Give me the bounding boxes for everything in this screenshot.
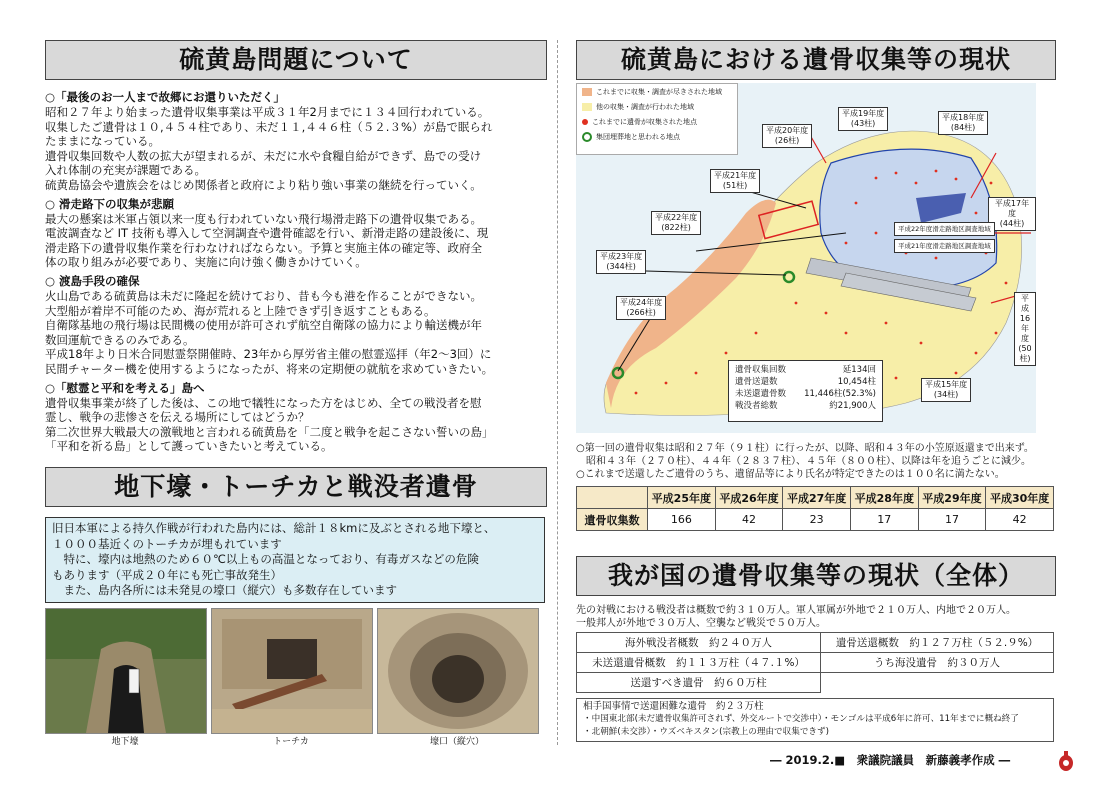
stat-row (735, 364, 876, 376)
box-line: 特に、壕内は地熱のため６０℃以上もの高温となっており、有毒ガスなどの危険 (52, 552, 479, 566)
box-line: 旧日本軍による持久作戦が行われた島内には、総計１８kmに及ぶとされる地下壕と、 (52, 521, 496, 535)
stat-value: 11,446柱(52.3%) (804, 389, 876, 399)
legend-label: これまでに収集・調査が尽きされた地域 (596, 87, 722, 96)
year-header: 平成28年度 (850, 487, 918, 509)
stat-label: 戦没者総数 (735, 401, 778, 411)
legend-item (577, 129, 737, 144)
difficult-repatriation-box (576, 698, 1054, 742)
note-line: 昭和４３年（２７０柱）、４４年（２８３７柱）、４５年（８００柱）、以降は年を追うごとに減少。 (576, 456, 1031, 468)
table-row (577, 653, 1054, 673)
section-2 (45, 196, 545, 270)
runway-label-h22: 平成22年度滑走路地区調査地域 (894, 222, 995, 236)
map-label-h17 (988, 197, 1036, 231)
section-title-national-status: 我が国の遺骨収集等の現状（全体） (576, 556, 1056, 596)
label-count: (84柱) (950, 123, 976, 132)
label-count: (344柱) (606, 262, 636, 271)
legend-item (577, 99, 737, 114)
line: 遺骨収集事業が終了した後は、この地で犠牲になった方をはじめ、全ての戦没者を慰 (45, 395, 482, 410)
tunnel-image (46, 609, 206, 733)
stat-label: 遺骨送還数 (735, 377, 778, 387)
label-count: (26柱) (774, 136, 800, 145)
line: 遺骨収集回数や人数の拡大が望まれるが、未だに水や食糧自給ができず、島での受け (45, 148, 482, 163)
pillbox-photo (211, 608, 373, 734)
shaft-photo (377, 608, 539, 734)
red-dot-icon (582, 119, 588, 125)
legend-label: 集団埋葬地と思われる地点 (596, 132, 680, 141)
map-label-h18 (938, 111, 988, 135)
line: 収集したご遺骨は１０,４５４柱であり、未だ１１,４４６柱（５２.３%）が島で眠られ (45, 119, 493, 134)
box-line: もあります（平成２０年にも死亡事故発生） (52, 567, 282, 582)
shaft-image (378, 609, 538, 733)
at-sea-cell: うち海没遺骨 約３０万人 (821, 653, 1054, 673)
label-year: 平成20年度 (766, 126, 809, 135)
stat-row (735, 388, 876, 400)
section-4 (45, 380, 545, 454)
label-year: 平成15年度 (925, 380, 968, 389)
table-row (577, 673, 1054, 693)
label-count: (266柱) (626, 308, 656, 317)
legend-item (577, 114, 737, 129)
caption-shaft: 壕口（縦穴） (429, 737, 484, 747)
year-header: 平成25年度 (648, 487, 716, 509)
row-header: 遺骨収集数 (577, 509, 648, 531)
stat-label: 遺骨収集回数 (735, 365, 787, 375)
intro-line: 先の対戦における戦没者は概数で約３１０万人。軍人軍属が外地で２１０万人、内地で２０万人。 (576, 605, 1016, 616)
map-label-h15 (921, 378, 971, 402)
map-label-h19 (838, 107, 888, 131)
label-count: (34柱) (933, 390, 959, 399)
empty-cell (821, 673, 1054, 693)
national-intro (576, 604, 1046, 630)
seal-icon (1058, 750, 1074, 772)
table-corner (577, 487, 648, 509)
note-line: ○これまで送還したご遺骨のうち、遺留品等により氏名が特定できたのは１００名に満たない。 (576, 469, 1005, 481)
line: 電波調査など IT 技術も導入して空洞調査や遺骨確認を行い、新滑走路の建設後に、現 (45, 226, 489, 241)
label-count: (51柱) (722, 181, 748, 190)
left-body (45, 86, 545, 454)
map-label-h16 (1014, 292, 1036, 366)
difficult-line: ・中国東北部(未だ遺骨収集許可されず、外交ルートで交渉中）・モンゴルは平成6年に許可、11年までに概ね終了 (583, 714, 1019, 724)
line: 平成18年より日米合同慰霊祭開催時、23年から厚労省主催の慰霊巡拝（年2〜3回）に (45, 347, 492, 362)
box-line: １０００基近くのトーチカが埋もれています (52, 536, 282, 551)
section-title-collection-status: 硫黄島における遺骨収集等の現状 (576, 40, 1056, 80)
caption-tunnel: 地下壕 (111, 737, 139, 747)
intro-line: 一般邦人が外地で３０万人、空襲など戦災で５０万人。 (576, 618, 826, 629)
repatriated-cell: 遺骨送還概数 約１２７万柱（５２.９%） (821, 633, 1054, 653)
map-label-h21 (710, 169, 760, 193)
difficult-line: ・北朝鮮(未交渉）・ウズベキスタン(宗教上の理由で収集できず) (583, 727, 829, 737)
line: 大型船が着岸不可能のため、海が荒れると上陸できず引き返すこともある。 (45, 303, 436, 318)
label-count: (50柱) (1018, 344, 1032, 363)
tunnel-info-box (45, 517, 545, 603)
legend-label: これまでに遺骨が収集された地点 (592, 117, 697, 126)
line: 硫黄島協会や遺族会をはじめ関係者と政府により粘り強い事業の継続を行っていく。 (45, 177, 482, 192)
column-divider (557, 40, 558, 745)
line: 体の取り組みが必要であり、実施に向け強く働きかけていく。 (45, 255, 367, 270)
label-year: 平成19年度 (842, 109, 885, 118)
line: 第二次世界大戦最大の激戦地と言われる硫黄島を「二度と戦争を起こさない誓いの島」 (45, 424, 494, 439)
line: 昭和２７年より始まった遺骨収集事業は平成３１年2月までに１３４回行われている。 (45, 105, 490, 119)
section-heading: ○「慰霊と平和を考える」島へ (45, 380, 205, 395)
line: たままになっている。 (45, 134, 160, 149)
stat-row (735, 376, 876, 388)
line: 自衛隊基地の飛行場は民間機の使用が許可されず航空自衛隊の協力により輸送機が年 (45, 318, 482, 333)
label-count: (822柱) (661, 223, 691, 232)
section-heading: ○ 渡島手段の確保 (45, 273, 140, 288)
year-header: 平成26年度 (715, 487, 783, 509)
section-3 (45, 273, 545, 377)
section-title-tunnels: 地下壕・トーチカと戦没者遺骨 (45, 467, 547, 507)
section-heading: ○ 滑走路下の収集が悲願 (45, 196, 175, 211)
stat-value: 延134回 (842, 365, 876, 375)
table-cell: 42 (986, 509, 1054, 531)
not-repatriated-cell: 未送還遺骨概数 約１１３万柱（４７.１%） (577, 653, 821, 673)
year-header: 平成27年度 (783, 487, 851, 509)
page-title-iwojima-issues: 硫黄島問題について (45, 40, 547, 80)
stat-label: 未送還遺骨数 (735, 389, 787, 399)
label-year: 平成22年度 (655, 213, 698, 222)
overseas-deaths-cell: 海外戦没者概数 約２４０万人 (577, 633, 821, 653)
label-year: 平成23年度 (600, 252, 643, 261)
label-year: 平成21年度 (714, 171, 757, 180)
legend-item (577, 84, 737, 99)
note-line: ○第一回の遺骨収集は昭和２７年（９１柱）に行ったが、以降、昭和４３年の小笠原返還まで出来ず。 (576, 443, 1034, 454)
yearly-collection-table (576, 486, 1054, 531)
map-label-h24 (616, 296, 666, 320)
green-circle-icon (582, 132, 592, 142)
table-cell: 23 (783, 509, 851, 531)
line: 「平和を祈る島」として護っていきたいと考えている。 (45, 439, 333, 454)
runway-label-h21: 平成21年度滑走路地区調査地域 (894, 239, 995, 253)
section-1 (45, 89, 545, 193)
difficult-line: 相手国事情で送還困難な遺骨 約２３万柱 (583, 701, 764, 712)
national-status-table (576, 632, 1054, 693)
year-header: 平成29年度 (918, 487, 986, 509)
pillbox-image (212, 609, 372, 733)
caption-pillbox: トーチカ (273, 737, 309, 747)
section-heading: ○「最後のお一人まで故郷にお還りいただく」 (45, 90, 286, 104)
line: 民間チャーター機を使用するようになったが、将来の定期便の就航を求めていきたい。 (45, 361, 494, 376)
table-cell: 17 (850, 509, 918, 531)
stat-row (735, 400, 876, 412)
line: 数回運航できるのみである。 (45, 332, 195, 347)
map-label-h23 (596, 250, 646, 274)
to-repatriate-cell: 送還すべき遺骨 約６０万柱 (577, 673, 821, 693)
table-cell: 166 (648, 509, 716, 531)
table-row (577, 509, 1054, 531)
label-year: 平成16年度 (1019, 294, 1031, 343)
label-year: 平成24年度 (620, 298, 663, 307)
table-row (577, 633, 1054, 653)
table-cell: 17 (918, 509, 986, 531)
line: 火山島である硫黄島は未だに隆起を続けており、昔も今も港を作ることができない。 (45, 288, 482, 303)
stat-value: 約21,900人 (829, 401, 876, 411)
collection-notes (576, 442, 1056, 482)
tunnel-photo (45, 608, 207, 734)
iwojima-map (576, 83, 1036, 433)
table-cell: 42 (715, 509, 783, 531)
collection-stats-box (728, 360, 883, 422)
author-footer: ― 2019.2.■ 衆議院議員 新藤義孝作成 ― (770, 753, 1011, 767)
stat-value: 10,454柱 (837, 377, 876, 387)
label-year: 平成17年度 (994, 199, 1030, 218)
line: 入れ体制の充実が課題である。 (45, 163, 206, 178)
line: 最大の懸案は米軍占領以来一度も行われていない飛行場滑走路下の遺骨収集である。 (45, 211, 482, 226)
map-legend (576, 83, 738, 155)
map-label-h22 (651, 211, 701, 235)
map-label-h20 (762, 124, 812, 148)
table-header-row (577, 487, 1054, 509)
label-count: (43柱) (850, 119, 876, 128)
year-header: 平成30年度 (986, 487, 1054, 509)
legend-label: 他の収集・調査が行われた地域 (596, 102, 694, 111)
swatch-icon (582, 88, 592, 96)
label-year: 平成18年度 (942, 113, 985, 122)
swatch-icon (582, 103, 592, 111)
line: 滑走路下の遺骨収集作業を行わなければならない。予算と実施主体の確定等、政府全 (45, 240, 482, 255)
line: 霊し、戦争の悲惨さを伝える場所にしてはどうか？ (45, 410, 310, 425)
label-count: (44柱) (999, 219, 1025, 228)
box-line: また、島内各所には未発見の壕口（縦穴）も多数存在しています (52, 583, 397, 597)
